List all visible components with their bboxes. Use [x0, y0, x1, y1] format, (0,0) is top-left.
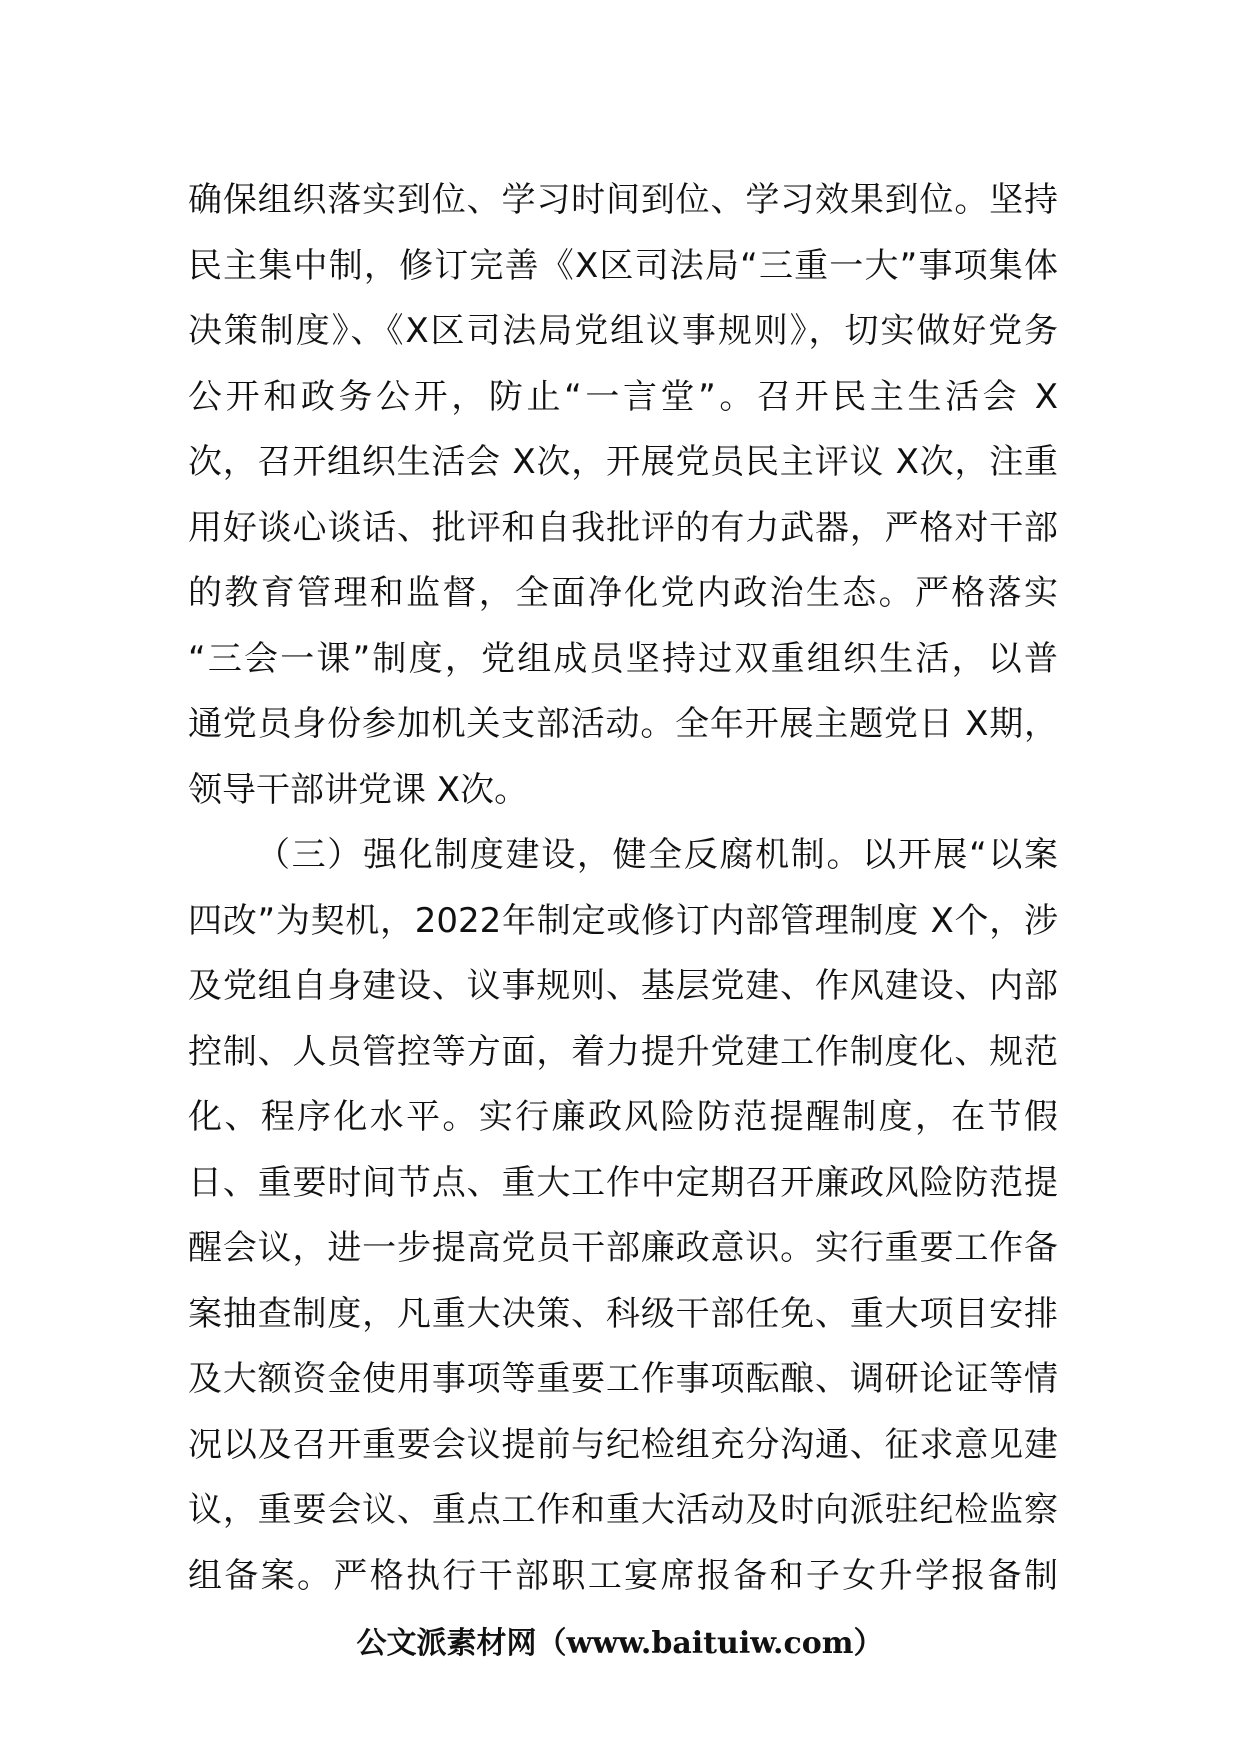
text-line: “三会一课”制度，党组成员坚持过双重组织生活，以普: [188, 638, 1058, 679]
text-line: 及党组自身建设、议事规则、基层党建、作风建设、内部: [188, 966, 1058, 1006]
text-line: 醒会议，进一步提高党员干部廉政意识。实行重要工作备: [188, 1228, 1058, 1268]
text-line: 及大额资金使用事项等重要工作事项酝酿、调研论证等情: [188, 1359, 1058, 1399]
text-line: 领导干部讲党课 X次。: [188, 769, 529, 810]
text-line: 通党员身份参加机关支部活动。全年开展主题党日 X期，: [188, 704, 1058, 744]
text-line: 控制、人员管控等方面，着力提升党建工作制度化、规范: [188, 1031, 1058, 1072]
text-line: 次，召开组织生活会 X次，开展党员民主评议 X次，注重: [188, 442, 1058, 482]
text-line: 四改”为契机，2022年制定或修订内部管理制度 X个，涉: [188, 900, 1058, 941]
body-text: [188, 168, 1058, 1609]
text-line: 案抽查制度，凡重大决策、科级干部任免、重大项目安排: [188, 1293, 1058, 1334]
text-line: 决策制度》、《X区司法局党组议事规则》，切实做好党务: [188, 311, 1058, 351]
text-line: 日、重要时间节点、重大工作中定期召开廉政风险防范提: [188, 1162, 1058, 1203]
text-line: 民主集中制，修订完善《X区司法局“三重一大”事项集体: [188, 245, 1058, 286]
text-line: 化、程序化水平。实行廉政风险防范提醒制度，在节假: [188, 1097, 1058, 1137]
text-line: 组备案。严格执行干部职工宴席报备和子女升学报备制: [188, 1555, 1058, 1596]
text-line: 用好谈心谈话、批评和自我批评的有力武器，严格对干部: [188, 507, 1058, 548]
footer-watermark: 公文派素材网（www.baituiw.com）: [356, 1626, 884, 1661]
text-line: 公开和政务公开，防止“一言堂”。召开民主生活会 X: [188, 376, 1058, 417]
text-line: 况以及召开重要会议提前与纪检组充分沟通、征求意见建: [188, 1424, 1058, 1465]
text-line: 确保组织落实到位、学习时间到位、学习效果到位。坚持: [188, 180, 1058, 220]
section-heading-line: （三）强化制度建设，健全反腐机制。以开展“以案: [256, 835, 1058, 875]
text-line: 议，重要会议、重点工作和重大活动及时向派驻纪检监察: [188, 1490, 1058, 1530]
text-line: 的教育管理和监督，全面净化党内政治生态。严格落实: [188, 573, 1058, 613]
